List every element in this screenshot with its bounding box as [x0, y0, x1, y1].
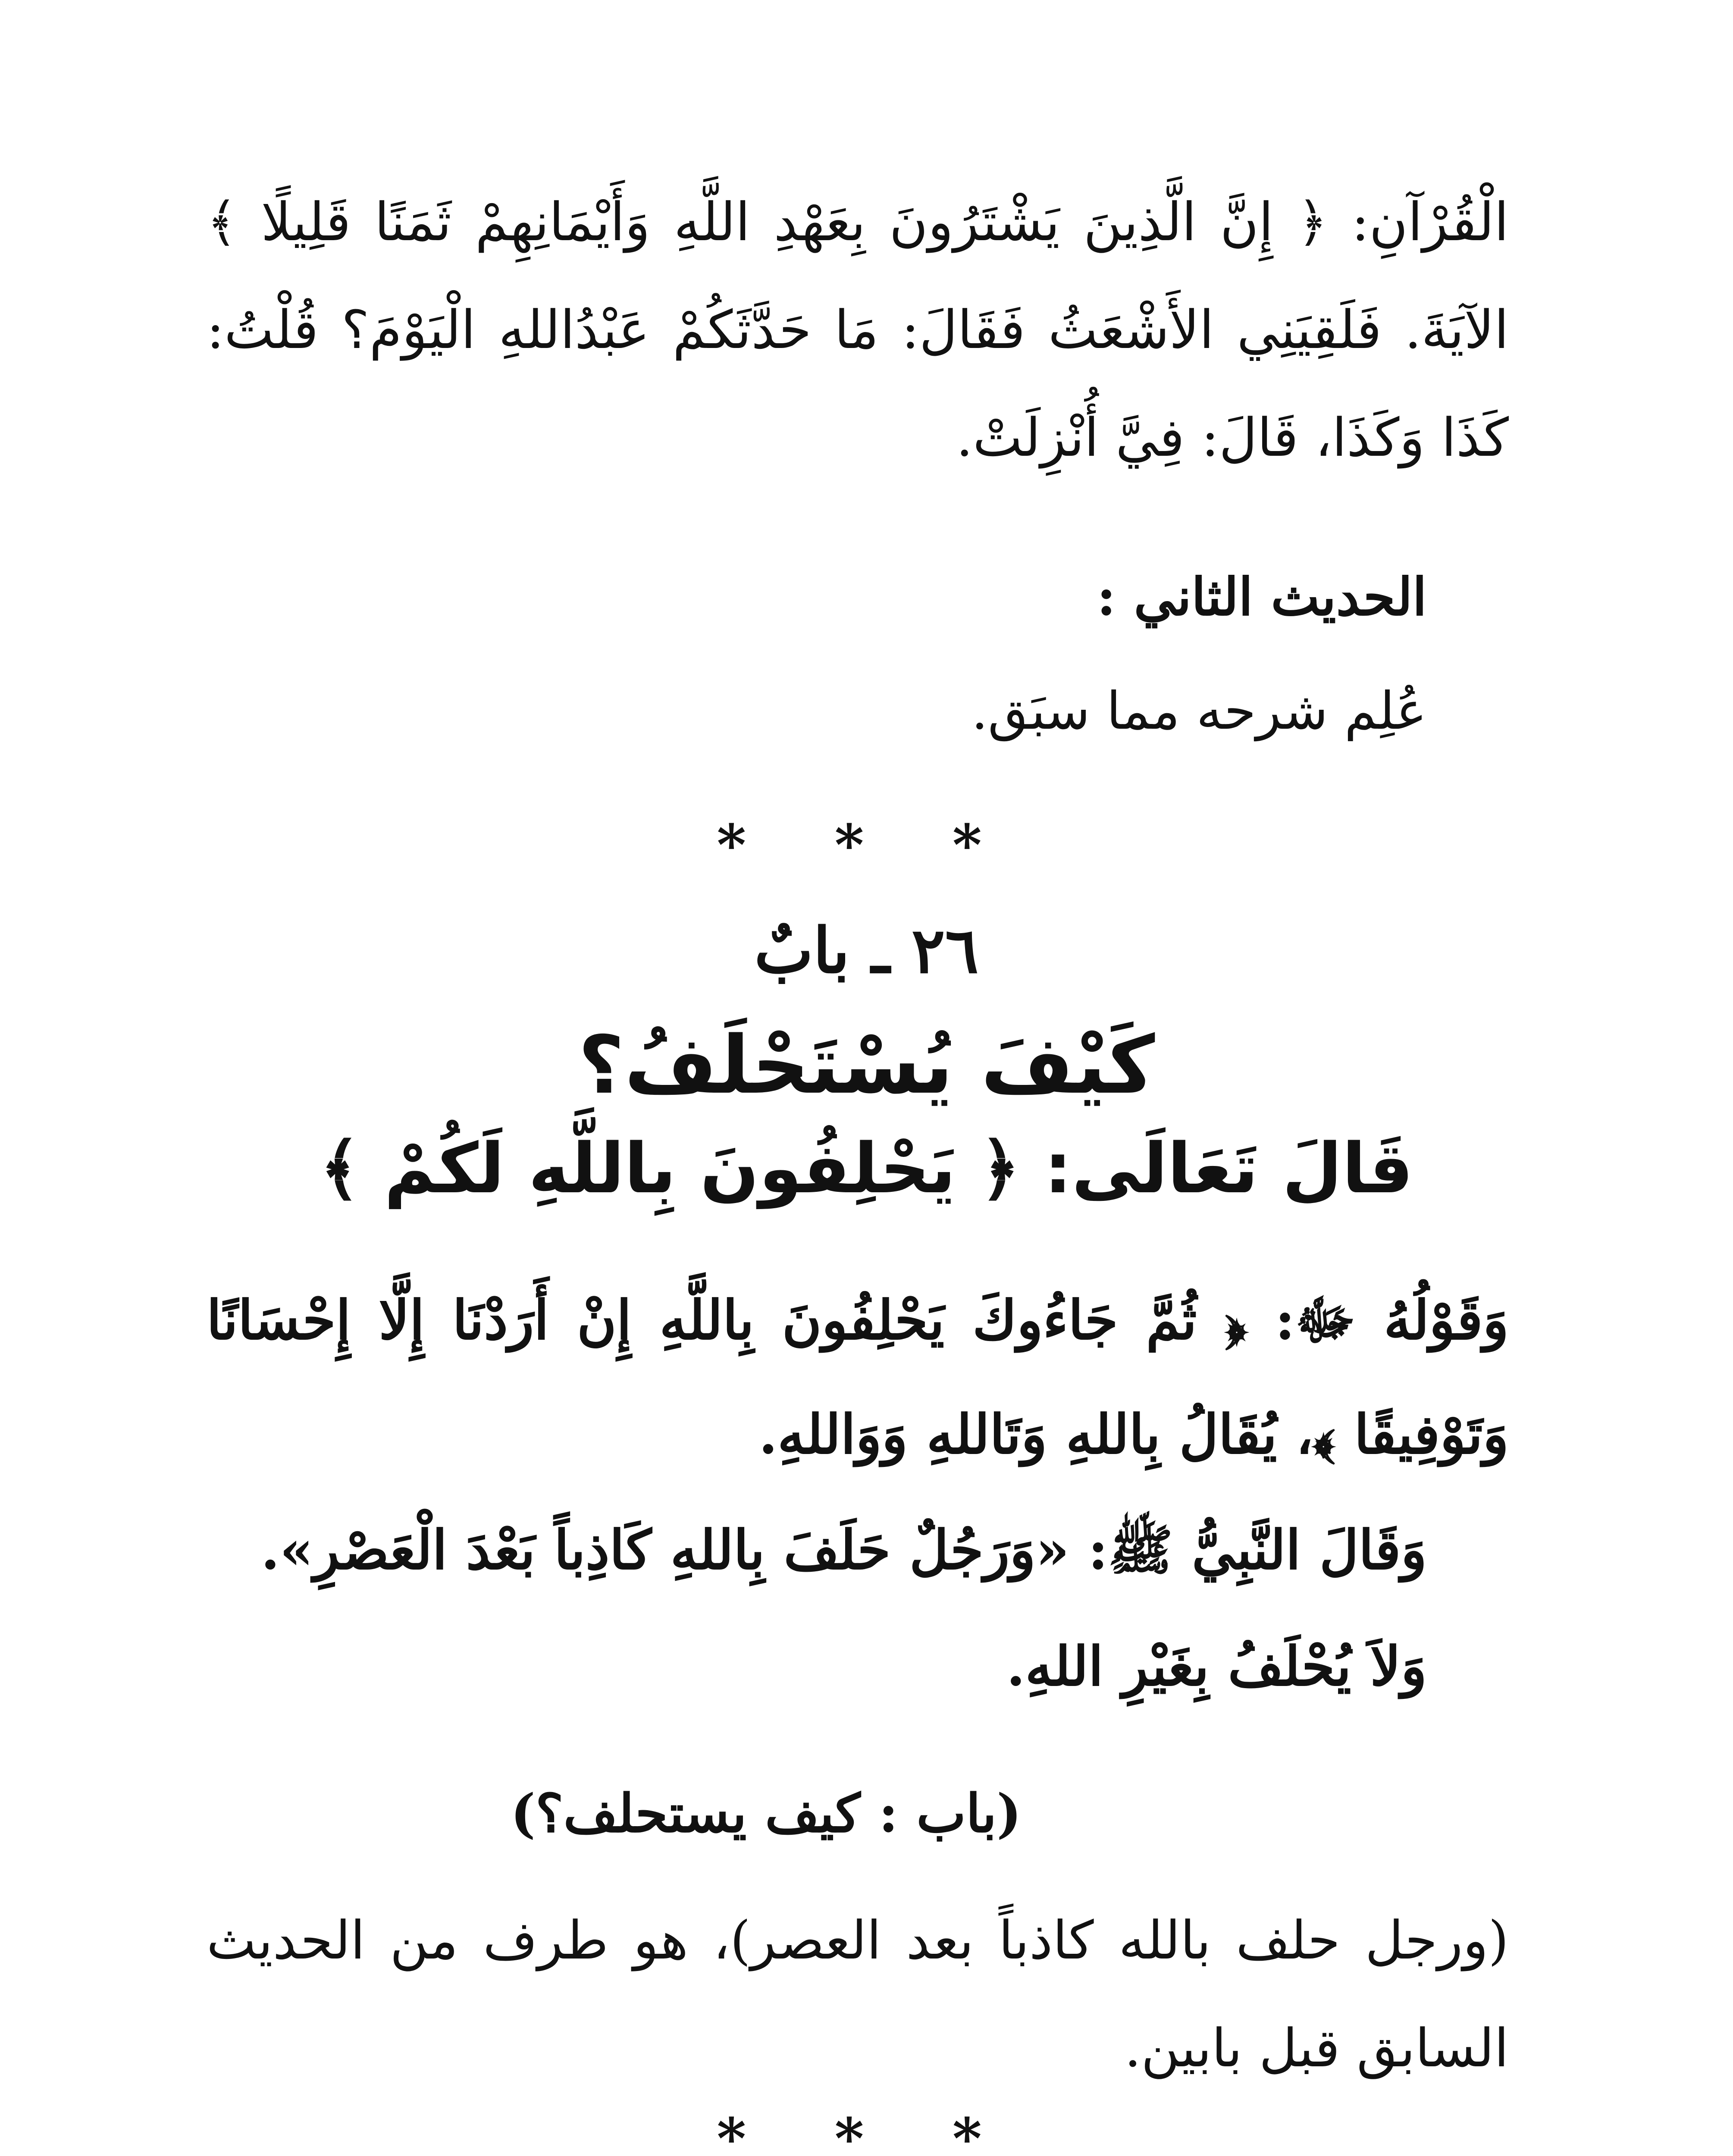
hadith-two-heading: الحديث الثاني :: [1097, 567, 1427, 627]
chapter-title: كَيْفَ يُسْتَحْلَفُ؟: [578, 1018, 1155, 1112]
section-divider: * * *: [717, 2106, 1016, 2156]
chapter-number: ٢٦ ـ بابٌ: [754, 914, 979, 987]
bottom-paragraph: (ورجل حلف بالله كاذباً بعد العصر)، هو طرف من الحديث السابق قبل بابين.: [207, 1910, 1509, 2079]
bab-caption: (باب : كيف يستحلف؟): [511, 1782, 1022, 1844]
hadith-two-text: عُلِم شرحه مما سبَق.: [971, 681, 1427, 741]
middle-paragraph: وَقَوْلُهُ ﷻ: ﴿ ثُمَّ جَاءُوكَ يَحْلِفُونَ بِاللَّهِ إِنْ أَرَدْنَا إِلَّا إِحْسَانًا وَتَوْفِيقًا ﴾، يُقَالُ بِاللهِ وَتَاللهِ وَوَاللهِ.: [207, 1289, 1509, 1466]
prophet-hadith-line: وَقَالَ النَّبِيُّ ﷺ: «وَرَجُلٌ حَلَفَ بِاللهِ كَاذِباً بَعْدَ الْعَصْرِ».: [261, 1519, 1427, 1582]
chapter-verse: قَالَ تَعَالَى: ﴿ يَحْلِفُونَ بِاللَّهِ لَكُمْ ﴾: [320, 1128, 1413, 1209]
top-paragraph: الْقُرْآنِ: ﴿ إِنَّ الَّذِينَ يَشْتَرُونَ بِعَهْدِ اللَّهِ وَأَيْمَانِهِمْ ثَمَنًا قَلِيلًا ﴾ الآيَةَ. فَلَقِيَنِي الأَشْعَثُ فَقَالَ: مَا حَدَّثَكُمْ عَبْدُاللهِ الْيَوْمَ؟ قُلْتُ: كَذَا وَكَذَا، قَالَ: فِيَّ أُنْزِلَتْ.: [207, 191, 1509, 468]
section-divider: * * *: [717, 812, 1016, 878]
oath-rule-line: وَلاَ يُحْلَفُ بِغَيْرِ اللهِ.: [1006, 1635, 1427, 1698]
